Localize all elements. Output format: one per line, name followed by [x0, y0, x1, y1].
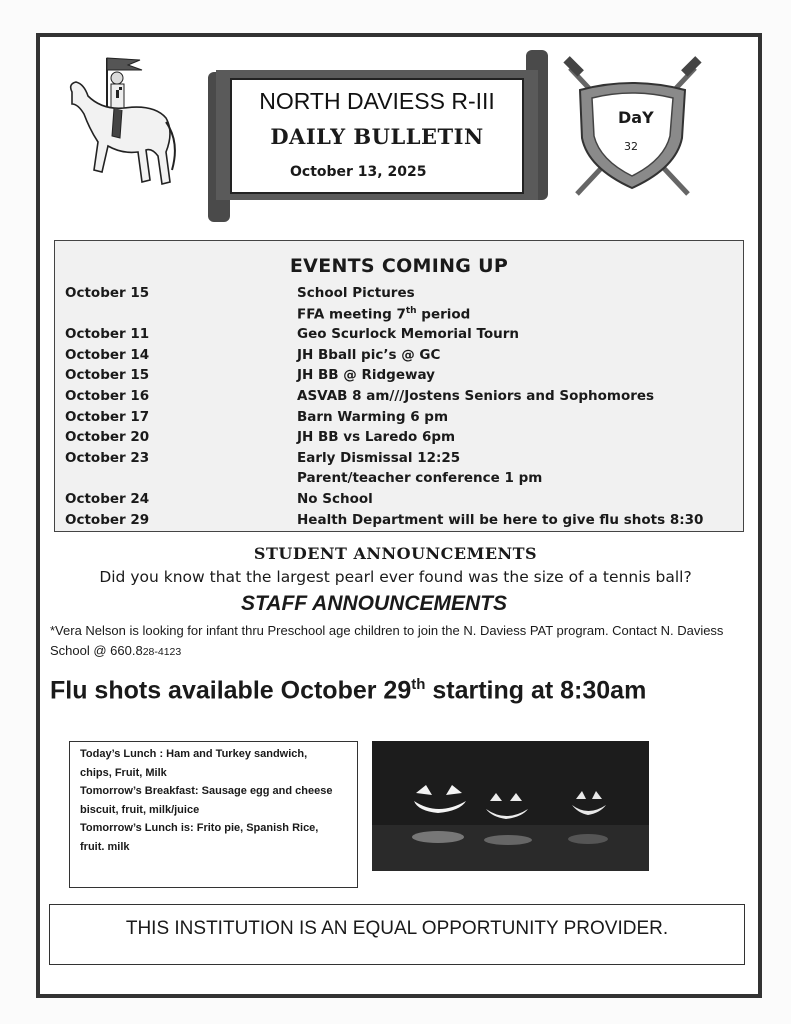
event-description: FFA meeting 7th period	[297, 305, 471, 323]
menu-line: chips, Fruit, Milk	[80, 767, 167, 779]
event-row	[55, 285, 743, 306]
event-description: School Pictures	[297, 285, 415, 301]
event-row	[55, 450, 743, 471]
equal-opportunity-box	[49, 904, 745, 965]
title-box	[230, 78, 524, 194]
day-number: 32	[624, 140, 638, 153]
event-description: Early Dismissal 12:25	[297, 449, 461, 466]
school-name: NORTH DAVIESS R-III	[259, 88, 495, 114]
menu-line: Tomorrow’s Breakfast: Sausage egg and cheese	[80, 785, 333, 797]
event-row	[55, 409, 743, 430]
menu-line: Tomorrow’s Lunch is: Frito pie, Spanish Rice,	[80, 822, 319, 834]
event-description: JH Bball pic’s @ GC	[297, 346, 441, 363]
events-box	[54, 240, 744, 532]
event-date: October 14	[65, 346, 150, 363]
event-row	[55, 306, 743, 327]
event-row	[55, 470, 743, 491]
event-row	[55, 491, 743, 512]
flu-shot-headline: Flu shots available October 29th starting at 8:30am	[50, 676, 647, 705]
menu-box	[69, 741, 358, 888]
event-description: JH BB @ Ridgeway	[297, 367, 435, 384]
event-date: October 17	[65, 408, 150, 425]
event-row	[55, 429, 743, 450]
event-row	[55, 367, 743, 388]
menu-line: biscuit, fruit, milk/juice	[80, 804, 200, 816]
student-announcement-text: Did you know that the largest pearl ever found was the size of a tennis ball?	[99, 568, 692, 586]
event-date: October 23	[65, 449, 150, 466]
event-row	[55, 326, 743, 347]
event-date: October 20	[65, 429, 150, 446]
event-date: October 16	[65, 388, 150, 404]
equal-opportunity-statement: THIS INSTITUTION IS AN EQUAL OPPORTUNITY PROVIDER.	[125, 918, 669, 939]
knight-on-horse-logo	[62, 52, 182, 202]
event-description: Parent/teacher conference 1 pm	[297, 470, 543, 487]
menu-line: Today’s Lunch : Ham and Turkey sandwich,	[80, 748, 308, 760]
event-date: October 24	[65, 491, 150, 507]
event-description: Health Department will be here to give flu shots 8:30	[297, 511, 704, 528]
menu-line: fruit. milk	[80, 841, 130, 853]
event-date: October 11	[65, 326, 150, 343]
event-description: ASVAB 8 am///Jostens Seniors and Sophomores	[297, 388, 655, 404]
event-date: October 15	[65, 367, 150, 384]
event-description: No School	[297, 491, 373, 507]
event-description: Geo Scurlock Memorial Tourn	[297, 326, 520, 343]
day-label: DaY	[618, 108, 654, 127]
events-title: EVENTS COMING UP	[289, 255, 509, 277]
event-description: Barn Warming 6 pm	[297, 408, 449, 425]
shield-crossed-swords-icon	[560, 56, 705, 201]
event-row	[55, 347, 743, 368]
student-announcements-title: STUDENT ANNOUNCEMENTS	[253, 544, 538, 563]
bulletin-title: DAILY BULLETIN	[270, 124, 484, 149]
event-date: October 15	[65, 285, 150, 301]
event-row	[55, 388, 743, 409]
event-date: October 29	[65, 511, 150, 528]
staff-announcement-text: *Vera Nelson is looking for infant thru Preschool age children to join the N. Daviess PAT program. Contact N. Daviess School @ 660.828-4123	[50, 623, 724, 658]
jack-o-lantern-photo	[372, 741, 649, 871]
staff-announcements-title: STAFF ANNOUNCEMENTS	[241, 592, 507, 615]
bulletin-date: October 13, 2025	[290, 164, 427, 180]
event-description: JH BB vs Laredo 6pm	[297, 429, 456, 446]
event-row	[55, 512, 743, 533]
